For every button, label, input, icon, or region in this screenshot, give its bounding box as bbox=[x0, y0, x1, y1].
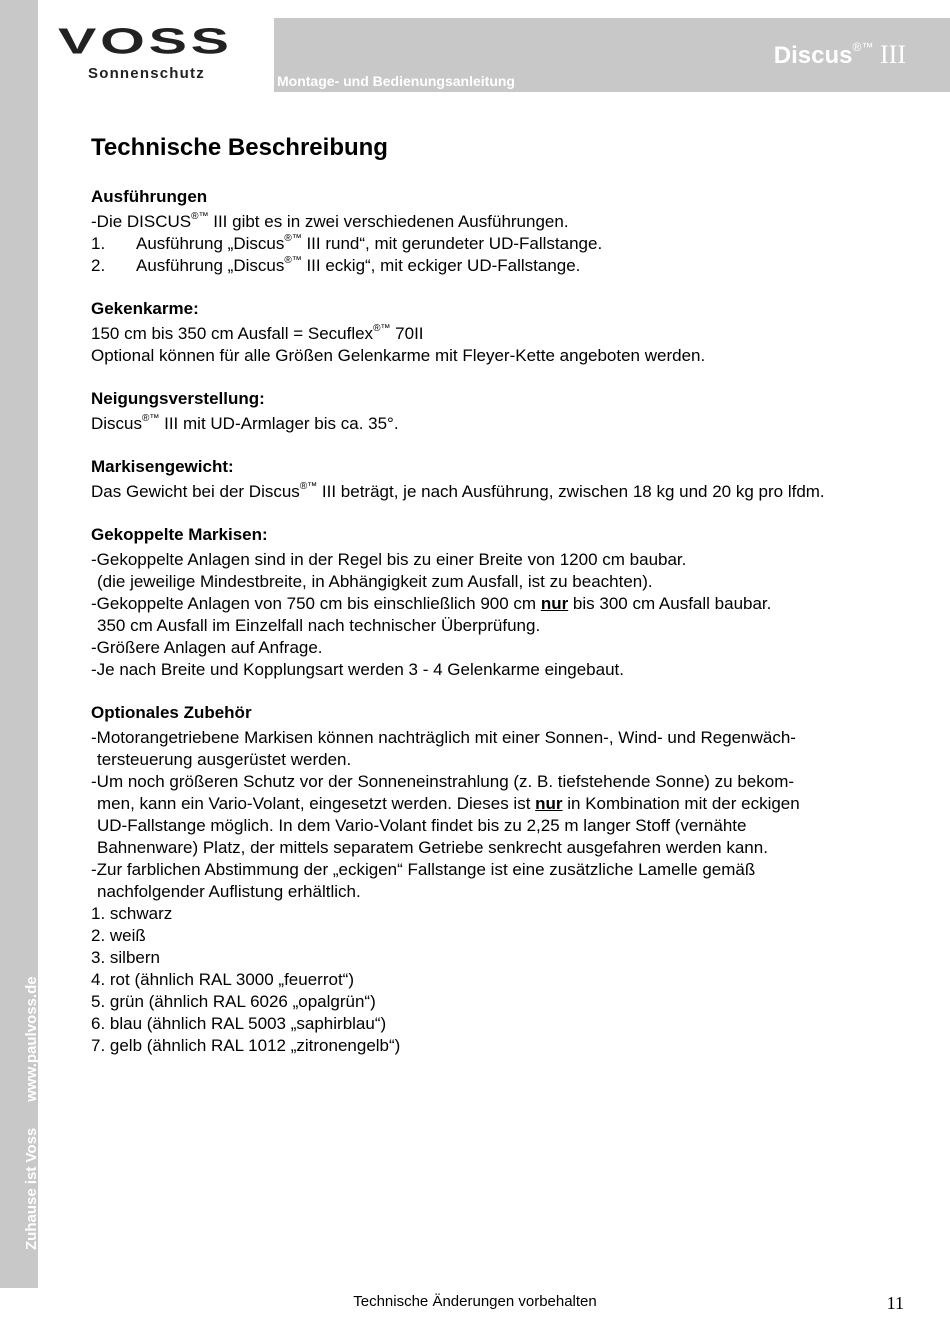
text: III mit UD-Armlager bis ca. 35°. bbox=[159, 414, 399, 433]
text: III gibt es in zwei verschiedenen Ausführungen. bbox=[208, 212, 569, 231]
paragraph bbox=[91, 593, 901, 615]
paragraph: UD-Fallstange möglich. In dem Vario-Volant findet bis zu 2,25 m langer Stoff (vernähte bbox=[97, 816, 747, 835]
text: -Die DISCUS bbox=[91, 212, 192, 231]
heading-neigung: Neigungsverstellung: bbox=[91, 389, 265, 408]
trademark-marks: ®™ bbox=[852, 40, 874, 54]
color-item: 7. gelb (ähnlich RAL 1012 „zitronengelb“) bbox=[91, 1036, 401, 1055]
page-number: 11 bbox=[886, 1293, 904, 1313]
text: 70II bbox=[390, 324, 424, 343]
text: III eckig“, mit eckiger UD-Fallstange. bbox=[301, 256, 581, 275]
text: 150 cm bis 350 cm Ausfall = Secuflex bbox=[91, 324, 374, 343]
main-content bbox=[91, 133, 901, 1078]
emphasis: nur bbox=[540, 594, 569, 613]
paragraph: (die jeweilige Mindestbreite, in Abhängigkeit zum Ausfall, ist zu beachten). bbox=[97, 572, 653, 591]
tm-mark: ®™ bbox=[299, 481, 318, 492]
header-band bbox=[274, 18, 950, 92]
color-item: 2. weiß bbox=[91, 926, 146, 945]
text: in Kombination mit der eckigen bbox=[562, 794, 800, 813]
paragraph: -Motorangetriebene Markisen können nachträglich mit einer Sonnen-, Wind- und Regenwäch- bbox=[91, 728, 796, 747]
section-gekoppelt bbox=[91, 524, 901, 681]
tm-mark: ®™ bbox=[284, 233, 302, 244]
text: Das Gewicht bei der Discus bbox=[91, 482, 300, 501]
logo-subtitle: Sonnenschutz bbox=[88, 65, 205, 82]
paragraph bbox=[91, 481, 901, 503]
color-item: 1. schwarz bbox=[91, 904, 173, 923]
paragraph: -Zur farblichen Abstimmung der „eckigen“ Fallstange ist eine zusätzliche Lamelle gemäß bbox=[91, 860, 756, 879]
tm-mark: ®™ bbox=[142, 413, 160, 424]
product-name: Discus bbox=[773, 42, 853, 69]
ausfuehrungen-intro bbox=[91, 211, 901, 233]
logo-wordmark: VOSS bbox=[58, 20, 233, 62]
list-item bbox=[91, 255, 901, 277]
heading-ausfuehrungen: Ausführungen bbox=[91, 187, 208, 206]
footer-note: Technische Änderungen vorbehalten bbox=[353, 1293, 597, 1310]
text: men, kann ein Vario-Volant, eingesetzt werden. Dieses ist bbox=[97, 794, 536, 813]
left-sidebar bbox=[0, 0, 38, 1288]
paragraph bbox=[91, 413, 901, 435]
sidebar-slogan: Zuhause ist Voss bbox=[23, 1127, 40, 1250]
list-item bbox=[91, 233, 901, 255]
section-ausfuehrungen bbox=[91, 186, 901, 277]
section-neigung bbox=[91, 388, 901, 435]
paragraph: nachfolgender Auflistung erhältlich. bbox=[97, 882, 361, 901]
paragraph: -Je nach Breite und Kopplungsart werden 3 - 4 Gelenkarme eingebaut. bbox=[91, 660, 624, 679]
paragraph bbox=[91, 793, 901, 815]
text: III beträgt, je nach Ausführung, zwischen 18 kg und 20 kg pro lfdm. bbox=[317, 482, 825, 501]
paragraph: 350 cm Ausfall im Einzelfall nach technischer Überprüfung. bbox=[97, 616, 541, 635]
sidebar-text bbox=[23, 976, 40, 1250]
text: -Gekoppelte Anlagen von 750 cm bis einschließlich 900 cm bbox=[91, 594, 541, 613]
section-zubehoer bbox=[91, 702, 901, 1057]
text: III rund“, mit gerundeter UD-Fallstange. bbox=[301, 234, 603, 253]
tm-mark: ®™ bbox=[373, 323, 391, 334]
paragraph bbox=[91, 323, 901, 345]
product-roman: III bbox=[880, 40, 906, 69]
emphasis: nur bbox=[535, 794, 563, 813]
heading-gelenkarme: Gekenkarme: bbox=[91, 299, 199, 318]
item-number: 1. bbox=[91, 234, 106, 253]
heading-zubehoer: Optionales Zubehör bbox=[91, 703, 252, 722]
paragraph: -Um noch größeren Schutz vor der Sonneneinstrahlung (z. B. tiefstehende Sonne) zu bekom- bbox=[91, 772, 795, 791]
color-item: 5. grün (ähnlich RAL 6026 „opalgrün“) bbox=[91, 992, 376, 1011]
paragraph: tersteuerung ausgerüstet werden. bbox=[97, 750, 352, 769]
paragraph: -Gekoppelte Anlagen sind in der Regel bis zu einer Breite von 1200 cm baubar. bbox=[91, 550, 687, 569]
header-product-title bbox=[774, 40, 906, 70]
text: Ausführung „Discus bbox=[136, 234, 285, 253]
color-item: 4. rot (ähnlich RAL 3000 „feuerrot“) bbox=[91, 970, 354, 989]
text: Discus bbox=[91, 414, 143, 433]
color-item: 6. blau (ähnlich RAL 5003 „saphirblau“) bbox=[91, 1014, 387, 1033]
heading-gekoppelt: Gekoppelte Markisen: bbox=[91, 525, 268, 544]
voss-logo bbox=[58, 20, 263, 88]
heading-gewicht: Markisengewicht: bbox=[91, 457, 234, 476]
header-subtitle: Montage- und Bedienungsanleitung bbox=[277, 73, 515, 89]
page-title: Technische Beschreibung bbox=[91, 134, 388, 161]
paragraph: -Größere Anlagen auf Anfrage. bbox=[91, 638, 323, 657]
sidebar-website: www.paulvoss.de bbox=[23, 976, 40, 1102]
tm-mark: ®™ bbox=[191, 211, 209, 222]
section-gelenkarme bbox=[91, 298, 901, 367]
color-item: 3. silbern bbox=[91, 948, 160, 967]
paragraph: Optional können für alle Größen Gelenkarme mit Fleyer-Kette angeboten werden. bbox=[91, 346, 706, 365]
tm-mark: ®™ bbox=[284, 255, 302, 266]
paragraph: Bahnenware) Platz, der mittels separatem Getriebe senkrecht ausgefahren werden kann. bbox=[97, 838, 768, 857]
text: Ausführung „Discus bbox=[136, 256, 285, 275]
text: bis 300 cm Ausfall baubar. bbox=[568, 594, 772, 613]
item-number: 2. bbox=[91, 256, 106, 275]
section-gewicht bbox=[91, 456, 901, 503]
